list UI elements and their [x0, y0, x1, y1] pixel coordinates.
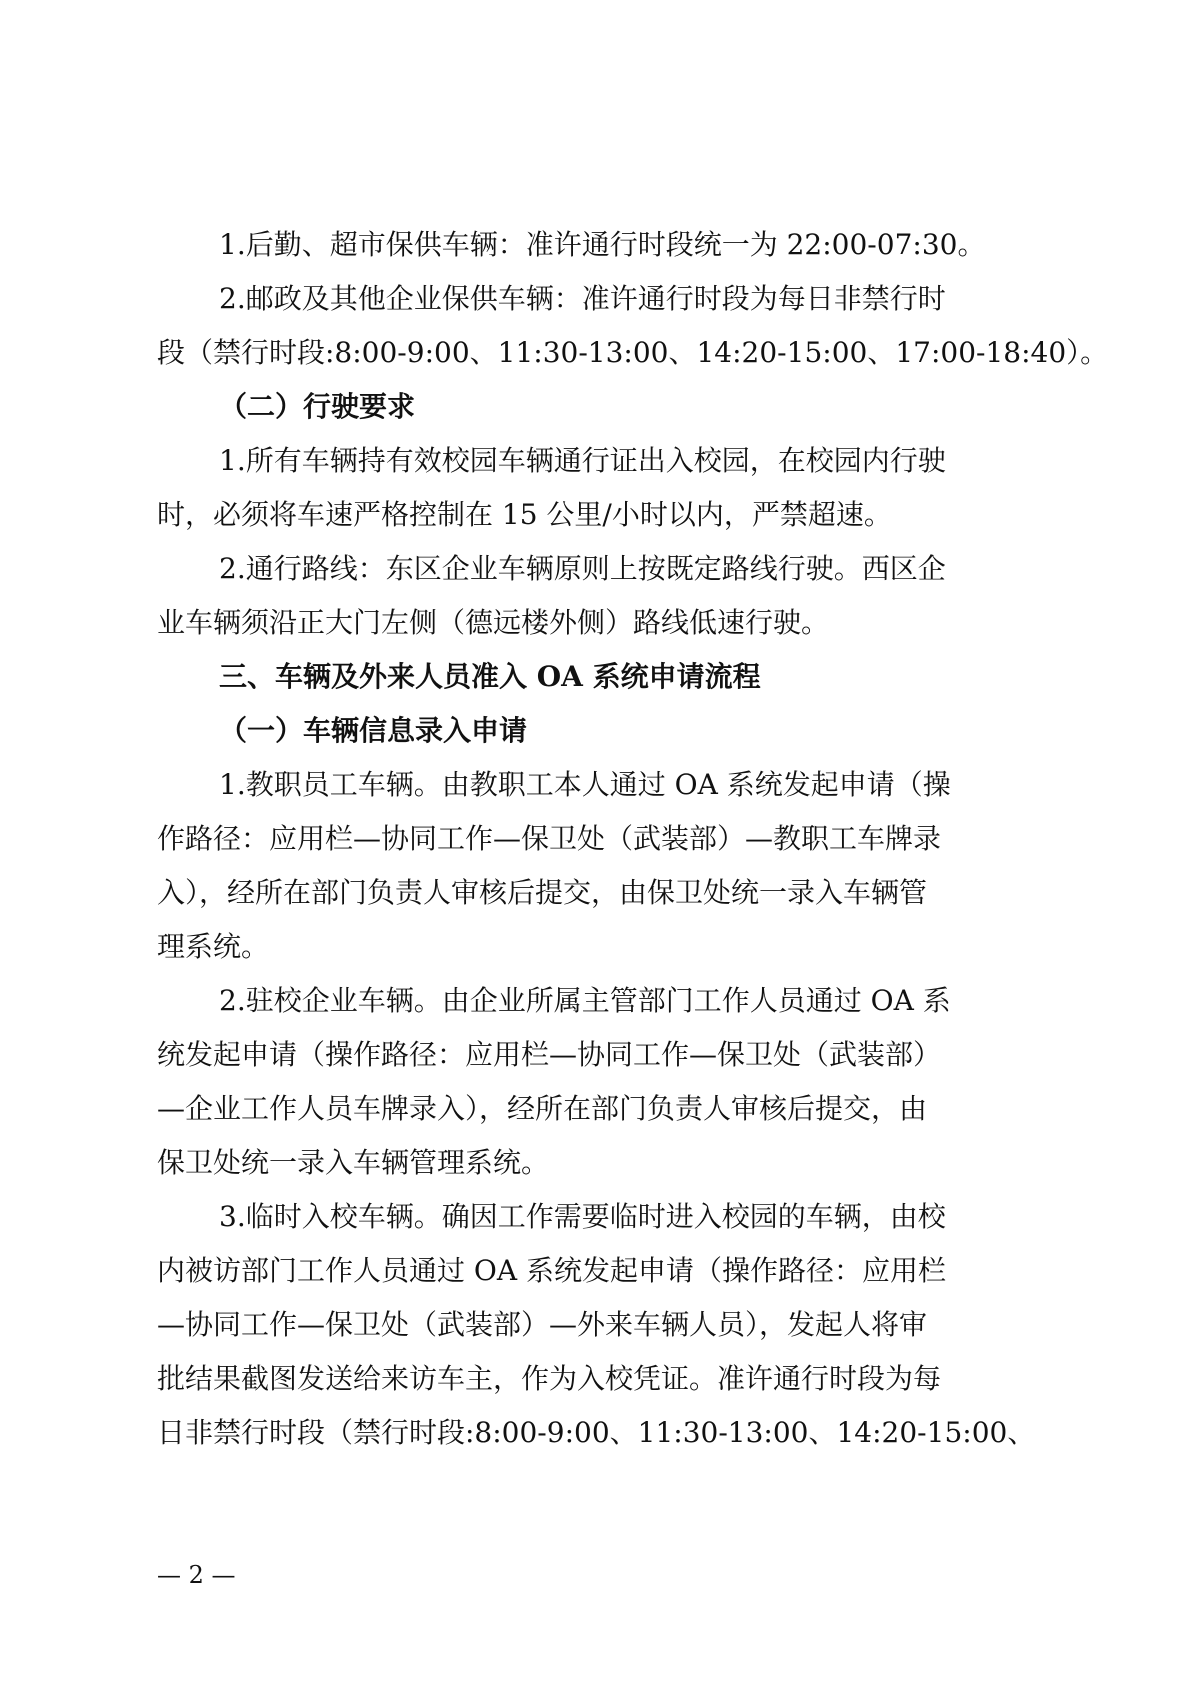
- paragraph-line: —企业工作人员车牌录入），经所在部门负责人审核后提交，由: [157, 1092, 928, 1125]
- paragraph-line: 内被访部门工作人员通过 OA 系统发起申请（操作路径：应用栏: [157, 1254, 946, 1287]
- paragraph-line: 1.后勤、超市保供车辆：准许通行时段统一为 22:00-07:30。: [219, 228, 986, 261]
- paragraph-line: 2.通行路线：东区企业车辆原则上按既定路线行驶。西区企: [219, 552, 946, 585]
- section-heading: （二）行驶要求: [219, 390, 416, 423]
- paragraph-line: 1.教职员工车辆。由教职工本人通过 OA 系统发起申请（操: [219, 768, 951, 801]
- paragraph-line: 作路径：应用栏—协同工作—保卫处（武装部）—教职工车牌录: [157, 822, 942, 855]
- paragraph-line: 时，必须将车速严格控制在 15 公里/小时以内，严禁超速。: [157, 498, 892, 531]
- paragraph-line: 理系统。: [157, 930, 270, 963]
- subsection-heading: （一）车辆信息录入申请: [219, 714, 528, 747]
- paragraph-line: 业车辆须沿正大门左侧（德远楼外侧）路线低速行驶。: [157, 606, 830, 639]
- paragraph-line: 统发起申请（操作路径：应用栏—协同工作—保卫处（武装部）: [157, 1038, 942, 1071]
- paragraph-line: 保卫处统一录入车辆管理系统。: [157, 1146, 550, 1179]
- document-body: [157, 218, 1109, 1460]
- paragraph-line: 2.邮政及其他企业保供车辆：准许通行时段为每日非禁行时: [219, 282, 946, 315]
- paragraph-line: 2.驻校企业车辆。由企业所属主管部门工作人员通过 OA 系: [219, 984, 951, 1017]
- paragraph-line: 1.所有车辆持有效校园车辆通行证出入校园，在校园内行驶: [219, 444, 946, 477]
- paragraph-line: 3.临时入校车辆。确因工作需要临时进入校园的车辆，由校: [219, 1200, 946, 1233]
- section-heading: 三、车辆及外来人员准入 OA 系统申请流程: [219, 660, 761, 693]
- paragraph-line: 批结果截图发送给来访车主，作为入校凭证。准许通行时段为每: [157, 1362, 942, 1395]
- paragraph-line: —协同工作—保卫处（武装部）—外来车辆人员），发起人将审: [157, 1308, 928, 1341]
- page-number: — 2 —: [157, 1561, 236, 1589]
- paragraph-line: 段（禁行时段:8:00-9:00、11:30-13:00、14:20-15:00、17:00-18:40）。: [157, 336, 1109, 369]
- paragraph-line: 入），经所在部门负责人审核后提交，由保卫处统一录入车辆管: [157, 876, 928, 909]
- paragraph-line: 日非禁行时段（禁行时段:8:00-9:00、11:30-13:00、14:20-15:00、: [157, 1416, 1036, 1449]
